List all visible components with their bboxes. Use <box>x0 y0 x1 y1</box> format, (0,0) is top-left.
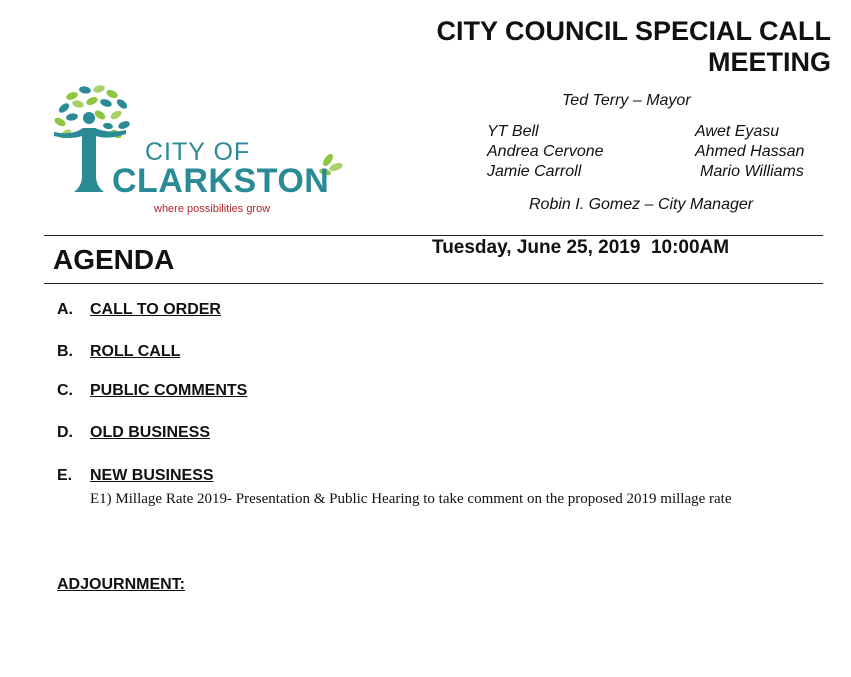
agenda-item-label: CALL TO ORDER <box>90 301 221 318</box>
council-column-left <box>487 122 604 182</box>
agenda-item-old-business <box>57 423 210 443</box>
logo-city-of: CITY OF <box>145 138 251 166</box>
council-member: Ahmed Hassan <box>695 143 805 160</box>
agenda-item-letter: C. <box>57 382 73 399</box>
council-member: Andrea Cervone <box>487 143 604 160</box>
council-member: Awet Eyasu <box>695 123 780 140</box>
agenda-item-roll-call <box>57 342 180 362</box>
header-divider-top <box>44 235 823 236</box>
agenda-item-label: NEW BUSINESS <box>90 467 214 484</box>
meeting-datetime: Tuesday, June 25, 2019 10:00AM <box>432 237 730 258</box>
agenda-item-call-to-order <box>57 300 221 320</box>
council-member: Jamie Carroll <box>487 163 582 180</box>
adjournment-heading: ADJOURNMENT: <box>57 576 185 593</box>
meeting-title-line-2: MEETING <box>707 47 831 77</box>
logo-tagline: where possibilities grow <box>154 203 271 215</box>
agenda-item-label: ROLL CALL <box>90 343 181 360</box>
agenda-item-letter: D. <box>57 424 73 441</box>
council-member: YT Bell <box>487 123 539 140</box>
agenda-item-new-business <box>57 466 214 486</box>
agenda-item-letter: B. <box>57 343 73 360</box>
city-logo <box>52 84 348 220</box>
mayor-name: Ted Terry – Mayor <box>562 92 691 109</box>
logo-city-name: CLARKSTON <box>112 162 330 200</box>
council-member: Mario Williams <box>700 163 804 180</box>
city-manager-name: Robin I. Gomez – City Manager <box>529 196 754 213</box>
agenda-heading: AGENDA <box>53 244 175 275</box>
meeting-title-line-1: CITY COUNCIL SPECIAL CALL <box>436 16 831 46</box>
agenda-sub-item-e1: E1) Millage Rate 2019- Presentation & Public Hearing to take comment on the proposed 2019 millage rate <box>90 491 732 507</box>
agenda-item-public-comments <box>57 381 247 401</box>
meeting-title <box>371 16 831 78</box>
agenda-item-letter: A. <box>57 301 73 318</box>
agenda-item-letter: E. <box>57 467 73 484</box>
agenda-item-label: PUBLIC COMMENTS <box>90 382 248 399</box>
council-column-right <box>695 122 804 182</box>
agenda-item-label: OLD BUSINESS <box>90 424 211 441</box>
header-divider-bottom <box>44 283 823 284</box>
